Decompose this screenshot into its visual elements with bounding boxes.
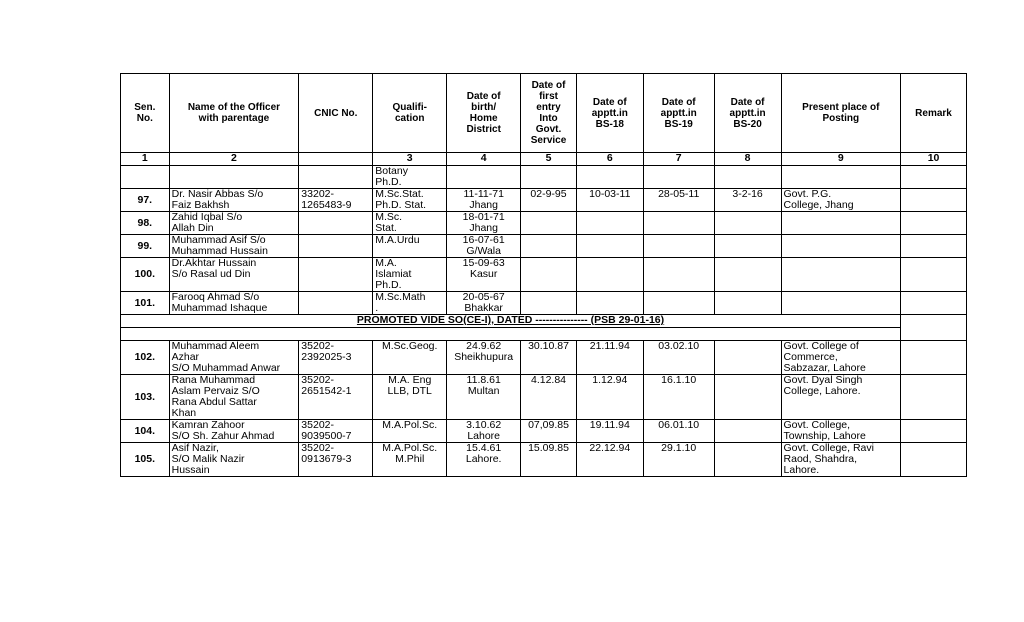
cell-bs19: 29.1.10 — [643, 443, 714, 477]
cell-cnic: 35202- 2392025-3 — [299, 341, 373, 375]
cell-remark — [901, 341, 967, 375]
cell-qual: M.A. Eng LLB, DTL — [373, 375, 447, 420]
cell-bs18 — [576, 212, 643, 235]
header-bs18: Date of apptt.in BS-18 — [576, 74, 643, 153]
cell-remark — [901, 189, 967, 212]
column-number: 4 — [447, 153, 521, 166]
column-number: 7 — [643, 153, 714, 166]
header-row — [121, 74, 967, 153]
cell-cnic — [299, 292, 373, 315]
header-posting: Present place of Posting — [781, 74, 901, 153]
cell-qual: M.Sc.Stat. Ph.D. Stat. — [373, 189, 447, 212]
cell-cnic — [299, 258, 373, 292]
table-row — [121, 189, 967, 212]
cell-cnic: 35202- 2651542-1 — [299, 375, 373, 420]
cell-bs20 — [714, 341, 781, 375]
table-row — [121, 258, 967, 292]
table-row — [121, 443, 967, 477]
cell-bs20 — [714, 235, 781, 258]
cell-posting: Govt. Dyal Singh College, Lahore. — [781, 375, 901, 420]
cell-entry: 30.10.87 — [521, 341, 577, 375]
column-number-row — [121, 153, 967, 166]
cell-entry — [521, 212, 577, 235]
cell-sen: 105. — [121, 443, 170, 477]
cell-bs18: 1.12.94 — [576, 375, 643, 420]
column-number: 10 — [901, 153, 967, 166]
cell-qual: M.Sc. Stat. — [373, 212, 447, 235]
cell-posting: Govt. College, Township, Lahore — [781, 420, 901, 443]
cell-name: Muhammad Asif S/o Muhammad Hussain — [169, 235, 299, 258]
cell-dob: 11-11-71 Jhang — [447, 189, 521, 212]
cell-bs18: 22.12.94 — [576, 443, 643, 477]
cell-qual: M.Sc.Geog. — [373, 341, 447, 375]
table-row — [121, 420, 967, 443]
cell-name: Farooq Ahmad S/o Muhammad Ishaque — [169, 292, 299, 315]
table-row — [121, 166, 967, 189]
cell-sen: 102. — [121, 341, 170, 375]
cell-bs19: 16.1.10 — [643, 375, 714, 420]
cell-qual: M.Sc.Math . — [373, 292, 447, 315]
cell-entry — [521, 258, 577, 292]
table-row — [121, 292, 967, 315]
cell-dob: 3.10.62 Lahore — [447, 420, 521, 443]
cell-posting — [781, 258, 901, 292]
cell-dob: 24.9.62 Sheikhupura — [447, 341, 521, 375]
cell-posting: Govt. College, Ravi Raod, Shahdra, Lahore. — [781, 443, 901, 477]
seniority-list-table — [120, 73, 967, 477]
cell-bs18: 21.11.94 — [576, 341, 643, 375]
cell-cnic: 35202- 9039500-7 — [299, 420, 373, 443]
column-number — [299, 153, 373, 166]
cell-posting — [781, 235, 901, 258]
table-body — [121, 153, 967, 477]
cell-bs20 — [714, 258, 781, 292]
cell-cnic — [299, 166, 373, 189]
cell-remark — [901, 258, 967, 292]
cell-bs19 — [643, 292, 714, 315]
cell-remark — [901, 212, 967, 235]
cell-dob — [447, 166, 521, 189]
cell-bs18: 19.11.94 — [576, 420, 643, 443]
cell-entry — [521, 292, 577, 315]
cell-bs20 — [714, 166, 781, 189]
cell-posting — [781, 292, 901, 315]
cell-bs20 — [714, 375, 781, 420]
cell-bs19: 06.01.10 — [643, 420, 714, 443]
cell-qual: M.A.Pol.Sc. M.Phil — [373, 443, 447, 477]
spacer-cell — [121, 328, 901, 341]
cell-sen: 97. — [121, 189, 170, 212]
cell-remark — [901, 420, 967, 443]
column-number: 5 — [521, 153, 577, 166]
cell-name: Muhammad Aleem Azhar S/O Muhammad Anwar — [169, 341, 299, 375]
header-bs20: Date of apptt.in BS-20 — [714, 74, 781, 153]
header-cnic: CNIC No. — [299, 74, 373, 153]
cell-bs20 — [714, 212, 781, 235]
header-bs19: Date of apptt.in BS-19 — [643, 74, 714, 153]
cell-bs20 — [714, 443, 781, 477]
cell-remark — [901, 166, 967, 189]
cell-entry — [521, 235, 577, 258]
cell-remark — [901, 375, 967, 420]
cell-sen: 100. — [121, 258, 170, 292]
column-number: 6 — [576, 153, 643, 166]
cell-qual: M.A.Urdu — [373, 235, 447, 258]
header-qualification: Qualifi- cation — [373, 74, 447, 153]
column-number: 8 — [714, 153, 781, 166]
cell-bs18 — [576, 235, 643, 258]
cell-dob: 11.8.61 Multan — [447, 375, 521, 420]
cell-entry — [521, 166, 577, 189]
cell-cnic — [299, 212, 373, 235]
cell-sen — [121, 166, 170, 189]
cell-remark — [901, 443, 967, 477]
cell-cnic — [299, 235, 373, 258]
cell-bs18 — [576, 292, 643, 315]
cell-entry: 4.12.84 — [521, 375, 577, 420]
cell-posting: Govt. P.G. College, Jhang — [781, 189, 901, 212]
cell-entry: 15.09.85 — [521, 443, 577, 477]
header-date-of-birth: Date of birth/ Home District — [447, 74, 521, 153]
cell-sen: 104. — [121, 420, 170, 443]
cell-qual: M.A. Islamiat Ph.D. — [373, 258, 447, 292]
table-row — [121, 212, 967, 235]
header-sen-no: Sen. No. — [121, 74, 170, 153]
promoted-banner: PROMOTED VIDE SO(CE-I), DATED --------------- (PSB 29-01-16) — [121, 315, 901, 328]
cell-entry: 07,09.85 — [521, 420, 577, 443]
cell-name — [169, 166, 299, 189]
cell-bs19 — [643, 258, 714, 292]
cell-qual: M.A.Pol.Sc. — [373, 420, 447, 443]
cell-bs19 — [643, 212, 714, 235]
cell-bs18: 10-03-11 — [576, 189, 643, 212]
cell-posting: Govt. College of Commerce, Sabzazar, Lahore — [781, 341, 901, 375]
table-row — [121, 235, 967, 258]
column-number: 9 — [781, 153, 901, 166]
cell-dob: 18-01-71 Jhang — [447, 212, 521, 235]
column-number: 1 — [121, 153, 170, 166]
cell-dob: 15.4.61 Lahore. — [447, 443, 521, 477]
header-first-entry: Date of first entry Into Govt. Service — [521, 74, 577, 153]
cell-dob: 16-07-61 G/Wala — [447, 235, 521, 258]
cell-bs19 — [643, 166, 714, 189]
header-officer-name: Name of the Officer with parentage — [169, 74, 299, 153]
table-row — [121, 375, 967, 420]
cell-bs20: 3-2-16 — [714, 189, 781, 212]
promoted-banner-remark — [901, 315, 967, 341]
cell-sen: 98. — [121, 212, 170, 235]
column-number: 2 — [169, 153, 299, 166]
cell-remark — [901, 235, 967, 258]
cell-sen: 103. — [121, 375, 170, 420]
cell-name: Kamran Zahoor S/O Sh. Zahur Ahmad — [169, 420, 299, 443]
cell-posting — [781, 166, 901, 189]
cell-dob: 15-09-63 Kasur — [447, 258, 521, 292]
cell-cnic: 33202- 1265483-9 — [299, 189, 373, 212]
column-number: 3 — [373, 153, 447, 166]
cell-name: Dr.Akhtar Hussain S/o Rasal ud Din — [169, 258, 299, 292]
cell-cnic: 35202- 0913679-3 — [299, 443, 373, 477]
cell-entry: 02-9-95 — [521, 189, 577, 212]
table-row — [121, 341, 967, 375]
cell-bs18 — [576, 258, 643, 292]
cell-bs19 — [643, 235, 714, 258]
cell-name: Asif Nazir, S/O Malik Nazir Hussain — [169, 443, 299, 477]
cell-posting — [781, 212, 901, 235]
cell-qual: Botany Ph.D. — [373, 166, 447, 189]
cell-bs19: 28-05-11 — [643, 189, 714, 212]
cell-bs19: 03.02.10 — [643, 341, 714, 375]
cell-name: Dr. Nasir Abbas S/o Faiz Bakhsh — [169, 189, 299, 212]
header-remark: Remark — [901, 74, 967, 153]
cell-sen: 99. — [121, 235, 170, 258]
cell-name: Zahid Iqbal S/o Allah Din — [169, 212, 299, 235]
cell-bs20 — [714, 420, 781, 443]
cell-bs18 — [576, 166, 643, 189]
cell-sen: 101. — [121, 292, 170, 315]
promoted-banner-row — [121, 315, 967, 328]
cell-dob: 20-05-67 Bhakkar — [447, 292, 521, 315]
cell-remark — [901, 292, 967, 315]
spacer-row — [121, 328, 967, 341]
cell-bs20 — [714, 292, 781, 315]
cell-name: Rana Muhammad Aslam Pervaiz S/O Rana Abdul Sattar Khan — [169, 375, 299, 420]
